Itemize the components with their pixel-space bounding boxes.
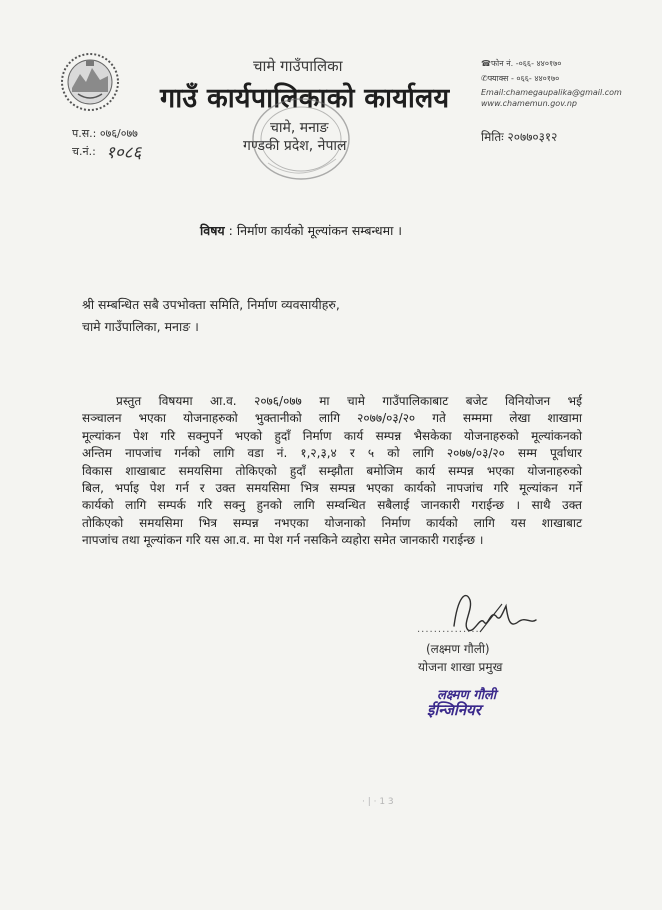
body-line: नापजांच तथा मूल्यांकन गरि यस आ.व. मा पेश गर्न नसकिने व्यहोरा समेत जानकारी गराईन्छ ।: [82, 533, 484, 548]
reference-ps: प.स.: ०७६/०७७: [72, 127, 138, 140]
address-line-1: चामे, मनाङ: [270, 120, 329, 136]
body-line: तोकिएको समयसिमा भित्र सम्पन्न नभएका योजनाको निर्माण कार्यको लागि यस शाखाबाट: [82, 515, 582, 530]
office-title: गाउँ कार्यपालिकाको कार्यालय: [160, 83, 450, 114]
body-line: मूल्यांकन पेश गरि सक्नुपर्ने भएको हुदाँ निर्माण कार्य सम्पन्न भैसकेका योजनाहरुको मूल्यांकनको: [82, 428, 582, 443]
reference-cn-label: च.नं.:: [72, 145, 96, 158]
name-stamp-title: ईन्जिनियर: [427, 701, 481, 719]
reference-cn-number: १०८६: [106, 143, 142, 163]
contact-fax: ✆फ्याक्स - ०६६- ४४०१७०: [481, 74, 560, 83]
body-line: विकास शाखाबाट समयसिमा तोकिएको हुदाँ सम्झौता बमोजिम कार्य सम्पन्न भएका योजनाहरुको: [82, 463, 582, 478]
name-stamp-name: लक्ष्मण गौली: [437, 688, 497, 703]
government-emblem-icon: [60, 52, 120, 112]
municipality-name: चामे गाउँपालिका: [253, 57, 343, 75]
faint-mark: · | · 1 3: [362, 797, 394, 807]
signatory-name: (लक्ष्मण गौली): [426, 642, 490, 656]
contact-email: Email:chamegaupalika@gmail.com: [481, 88, 622, 97]
signature-dots: ...............: [417, 624, 480, 635]
addressee-line-2: चामे गाउँपालिका, मनाङ ।: [82, 319, 199, 334]
handwritten-signature: [440, 586, 540, 646]
subject-text: : निर्माण कार्यको मूल्यांकन सम्बन्धमा ।: [228, 223, 403, 238]
contact-website: www.chamemun.gov.np: [481, 99, 577, 108]
body-line: बिल, भर्पाइ पेश गर्न र उक्त समयसिमा भित्र सम्पन्न भएका कार्यको नापजांच गरि मूल्यांकन गर्ने: [82, 481, 582, 496]
office-seal-stamp: [246, 93, 356, 185]
subject-label: विषय: [200, 223, 225, 238]
signatory-title: योजना शाखा प्रमुख: [418, 660, 503, 674]
body-line: प्रस्तुत विषयमा आ.व. २०७६/०७७ मा चामे गाउँपालिकाबाट बजेट विनियोजन भई: [116, 394, 582, 408]
contact-phone: ☎फोन नं. -०६६- ४४०१७०: [481, 59, 562, 68]
address-line-2: गण्डकी प्रदेश, नेपाल: [243, 138, 347, 154]
body-paragraph: [82, 393, 582, 550]
subject-line: [200, 222, 402, 239]
body-line: अन्तिम नापजांच गर्नको लागि वडा नं. १,२,३,४ र ५ को लागि २०७७/०३/२० सम्म पूर्वाधार: [82, 446, 582, 461]
body-line: कार्यको लागि सम्पर्क गरि सक्नु हुनको लागि सम्वन्धित सबैलाई जानकारी गराईन्छ । साथै उक्त: [82, 498, 582, 513]
body-line: सञ्चालन भएका योजनाहरुको भुक्तानीको लागि २०७७/०३/२० गते सम्ममा लेखा शाखामा: [82, 411, 582, 426]
addressee-line-1: श्री सम्बन्धित सबै उपभोक्ता समिति, निर्माण व्यवसायीहरु,: [82, 297, 340, 312]
letter-date: मितिः २०७७०३१२: [481, 130, 558, 144]
